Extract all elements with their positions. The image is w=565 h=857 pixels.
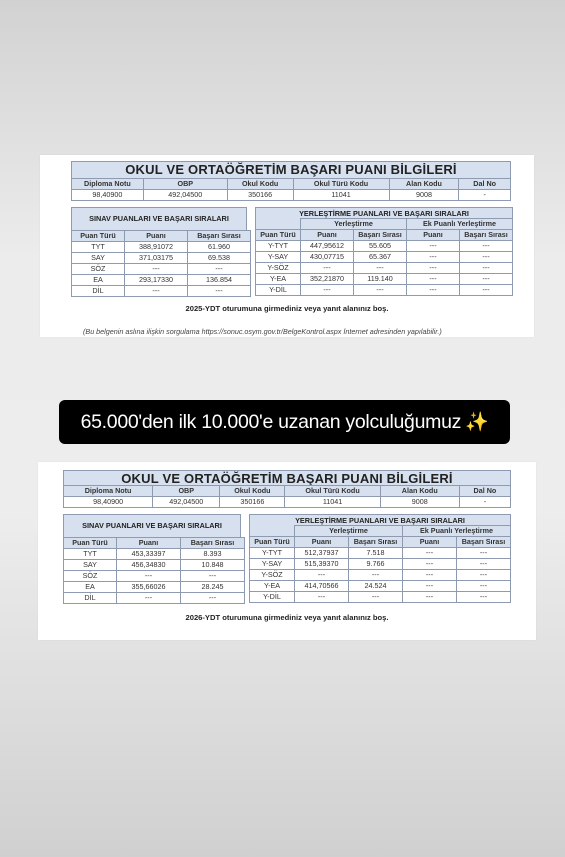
info-value: 350166 (220, 497, 285, 508)
column-header: Puanı (403, 537, 457, 548)
result-card-2026 (38, 462, 536, 640)
column-header: Başarı Sırası (188, 231, 251, 242)
document-title: OKUL VE ORTAÖĞRETİM BAŞARI PUANI BİLGİLERİ (71, 161, 511, 179)
placement-section-label: YERLEŞTİRME PUANLARI VE BAŞARI SIRALARI (256, 208, 512, 220)
info-value: 11041 (285, 497, 380, 508)
table-row (256, 263, 513, 274)
table-row (250, 581, 511, 592)
table-cell: --- (407, 252, 460, 263)
table-cell: 61.960 (188, 242, 251, 253)
table-cell: --- (403, 548, 457, 559)
blank-cell (256, 219, 301, 230)
table-row (64, 549, 245, 560)
info-value: 11041 (293, 190, 389, 201)
table-cell: 371,03175 (125, 253, 188, 264)
column-header: Puanı (407, 230, 460, 241)
table-cell: --- (301, 285, 354, 296)
placement-scores-table (255, 218, 513, 296)
info-header: Diploma Notu (72, 179, 144, 190)
info-value: 98,40900 (64, 497, 153, 508)
info-header: Dal No (459, 486, 510, 497)
table-cell: EA (64, 582, 117, 593)
table-cell: Y-DİL (250, 592, 295, 603)
table-cell: EA (72, 275, 125, 286)
column-header: Puanı (301, 230, 354, 241)
info-header: Okul Türü Kodu (293, 179, 389, 190)
table-cell: --- (460, 263, 513, 274)
table-cell: SÖZ (72, 264, 125, 275)
table-cell: --- (460, 285, 513, 296)
table-row (72, 264, 251, 275)
subheader-ek-puanli: Ek Puanlı Yerleştirme (403, 526, 511, 537)
table-cell: SAY (64, 560, 117, 571)
table-row (72, 275, 251, 286)
table-cell: SÖZ (64, 571, 117, 582)
table-cell: --- (349, 570, 403, 581)
table-cell: SAY (72, 253, 125, 264)
info-value: 350166 (227, 190, 293, 201)
column-header: Puanı (117, 538, 181, 549)
info-header: Dal No (459, 179, 511, 190)
table-cell: --- (188, 286, 251, 297)
table-cell: 7.518 (349, 548, 403, 559)
table-row (250, 548, 511, 559)
result-card-2025 (40, 155, 534, 337)
table-row (72, 286, 251, 297)
table-cell: --- (403, 581, 457, 592)
column-header: Puanı (295, 537, 349, 548)
table-cell: --- (117, 593, 181, 604)
table-cell: 456,34830 (117, 560, 181, 571)
table-cell: 10.848 (181, 560, 245, 571)
table-cell: 352,21870 (301, 274, 354, 285)
table-cell: 453,33397 (117, 549, 181, 560)
document-title: OKUL VE ORTAÖĞRETİM BAŞARI PUANI BİLGİLERİ (63, 470, 511, 488)
table-cell: --- (181, 571, 245, 582)
table-cell: --- (354, 263, 407, 274)
table-cell: Y-EA (250, 581, 295, 592)
subheader-yerlestirme: Yerleştirme (295, 526, 403, 537)
table-row (250, 570, 511, 581)
exam-scores-table (71, 230, 251, 297)
table-cell: --- (354, 285, 407, 296)
info-value: 9008 (389, 190, 459, 201)
column-header: Başarı Sırası (460, 230, 513, 241)
table-cell: --- (125, 286, 188, 297)
table-cell: --- (181, 593, 245, 604)
info-table (63, 485, 511, 508)
info-value: 492,04500 (143, 190, 227, 201)
caption-banner (59, 400, 510, 444)
info-header: Alan Kodu (389, 179, 459, 190)
sparkles-icon: ✨ (465, 412, 489, 433)
table-cell: --- (403, 570, 457, 581)
column-header: Başarı Sırası (181, 538, 245, 549)
blank-cell (250, 526, 295, 537)
table-cell: TYT (64, 549, 117, 560)
ydt-note: 2025-YDT oturumuna girmediniz veya yanıt alanınız boş. (185, 304, 389, 313)
table-row (64, 593, 245, 604)
table-cell: 136.854 (188, 275, 251, 286)
exam-scores-table (63, 537, 245, 604)
table-cell: 515,39370 (295, 559, 349, 570)
ydt-note: 2026-YDT oturumuna girmediniz veya yanıt alanınız boş. (185, 613, 389, 622)
table-row (256, 274, 513, 285)
column-header: Başarı Sırası (457, 537, 511, 548)
info-header: Diploma Notu (64, 486, 153, 497)
info-value: - (459, 190, 511, 201)
table-row (64, 560, 245, 571)
table-cell: 293,17330 (125, 275, 188, 286)
table-cell: 355,66026 (117, 582, 181, 593)
table-row (72, 253, 251, 264)
table-cell: 65.367 (354, 252, 407, 263)
table-cell: --- (407, 241, 460, 252)
table-row (250, 592, 511, 603)
info-header: Okul Türü Kodu (285, 486, 380, 497)
column-header: Puan Türü (72, 231, 125, 242)
info-header: Okul Kodu (227, 179, 293, 190)
table-cell: 414,70566 (295, 581, 349, 592)
column-header: Puan Türü (256, 230, 301, 241)
table-cell: Y-SAY (250, 559, 295, 570)
table-cell: 119.140 (354, 274, 407, 285)
table-row (64, 582, 245, 593)
table-cell: 28.245 (181, 582, 245, 593)
table-cell: Y-TYT (256, 241, 301, 252)
table-cell: --- (460, 274, 513, 285)
exam-scores-section-title: SINAV PUANLARI VE BAŞARI SIRALARI (71, 207, 247, 231)
table-cell: --- (457, 581, 511, 592)
table-cell: --- (460, 252, 513, 263)
info-header: OBP (143, 179, 227, 190)
table-cell: 447,95612 (301, 241, 354, 252)
info-header: Okul Kodu (220, 486, 285, 497)
table-cell: 55.605 (354, 241, 407, 252)
table-cell: 9.766 (349, 559, 403, 570)
table-cell: --- (295, 570, 349, 581)
table-cell: Y-SÖZ (256, 263, 301, 274)
info-table (71, 178, 511, 201)
table-cell: --- (188, 264, 251, 275)
table-cell: Y-SAY (256, 252, 301, 263)
table-cell: --- (117, 571, 181, 582)
column-header: Puanı (125, 231, 188, 242)
table-cell: Y-EA (256, 274, 301, 285)
column-header: Başarı Sırası (354, 230, 407, 241)
table-row (256, 241, 513, 252)
exam-scores-section-title: SINAV PUANLARI VE BAŞARI SIRALARI (63, 514, 241, 538)
table-cell: --- (457, 570, 511, 581)
caption-text: 65.000'den ilk 10.000'e uzanan yolculuğumuz (80, 411, 462, 433)
table-cell: --- (407, 274, 460, 285)
table-cell: --- (407, 285, 460, 296)
table-cell: --- (295, 592, 349, 603)
table-row (250, 559, 511, 570)
table-cell: DİL (72, 286, 125, 297)
table-cell: --- (349, 592, 403, 603)
table-row (256, 252, 513, 263)
table-cell: 388,91072 (125, 242, 188, 253)
table-cell: --- (125, 264, 188, 275)
column-header: Puan Türü (64, 538, 117, 549)
placement-scores-table (249, 525, 511, 603)
verification-footnote: (Bu belgenin aslına ilişkin sorgulama https://sonuc.osym.gov.tr/BelgeKontrol.aspx İnternet adresinden yapılabilir.) (83, 327, 442, 336)
table-cell: --- (407, 263, 460, 274)
table-cell: --- (403, 559, 457, 570)
table-cell: DİL (64, 593, 117, 604)
info-header: Alan Kodu (380, 486, 459, 497)
table-cell: TYT (72, 242, 125, 253)
table-cell: Y-DİL (256, 285, 301, 296)
table-cell: 512,37937 (295, 548, 349, 559)
table-cell: --- (457, 592, 511, 603)
table-cell: --- (301, 263, 354, 274)
table-cell: 430,07715 (301, 252, 354, 263)
table-cell: 24.524 (349, 581, 403, 592)
table-row (256, 285, 513, 296)
table-cell: Y-TYT (250, 548, 295, 559)
table-row (64, 571, 245, 582)
info-value: - (459, 497, 510, 508)
info-header: OBP (153, 486, 220, 497)
placement-section-label: YERLEŞTİRME PUANLARI VE BAŞARI SIRALARI (250, 515, 510, 527)
table-cell: 8.393 (181, 549, 245, 560)
table-cell: --- (460, 241, 513, 252)
subheader-ek-puanli: Ek Puanlı Yerleştirme (407, 219, 513, 230)
column-header: Puan Türü (250, 537, 295, 548)
column-header: Başarı Sırası (349, 537, 403, 548)
table-cell: 69.538 (188, 253, 251, 264)
subheader-yerlestirme: Yerleştirme (301, 219, 407, 230)
table-cell: --- (403, 592, 457, 603)
info-value: 9008 (380, 497, 459, 508)
info-value: 98,40900 (72, 190, 144, 201)
table-cell: --- (457, 548, 511, 559)
table-row (72, 242, 251, 253)
table-cell: Y-SÖZ (250, 570, 295, 581)
info-value: 492,04500 (153, 497, 220, 508)
table-cell: --- (457, 559, 511, 570)
